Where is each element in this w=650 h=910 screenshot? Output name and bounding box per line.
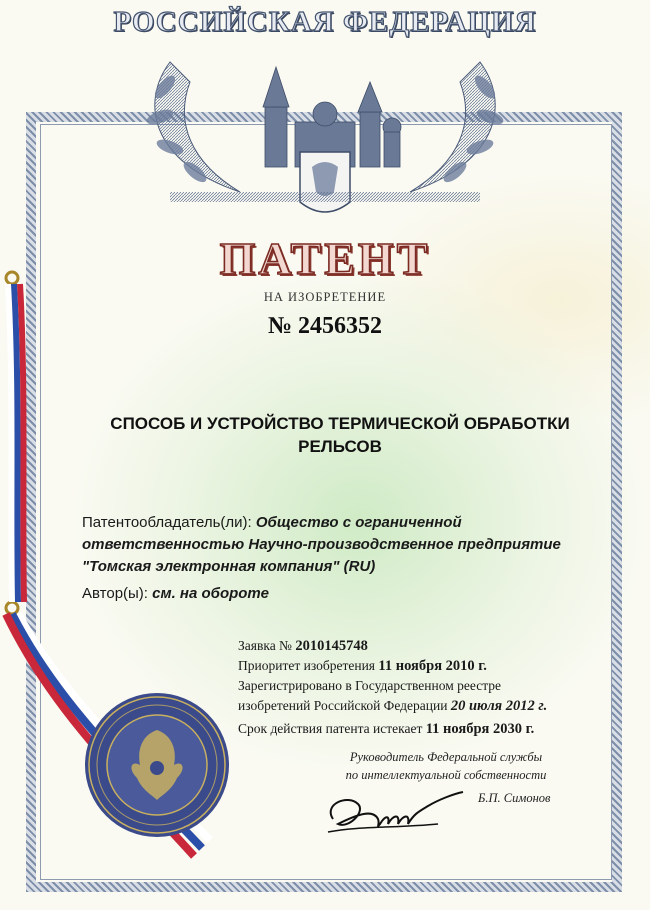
- registered-label-1: Зарегистрировано в Государственном реестре: [238, 678, 502, 693]
- holder-value-1: Общество с ограниченной: [255, 514, 462, 531]
- kremlin-wreath-emblem: [130, 42, 520, 232]
- signatory-title-2: по интеллектуальной собственности: [345, 768, 547, 782]
- country-title: РОССИЙСКАЯ ФЕДЕРАЦИЯ: [113, 6, 537, 38]
- holder-label: Патентообладатель(ли):: [82, 514, 252, 531]
- expiry-date: 11 ноября 2030 г.: [425, 721, 535, 737]
- priority-row: [238, 656, 598, 676]
- holder-value-2: ответственностью Научно-производственное предприятие: [82, 536, 561, 553]
- handwritten-signature: [318, 784, 468, 844]
- priority-date: 11 ноября 2010 г.: [378, 658, 487, 674]
- signatory-title-1: Руководитель Федеральной службы: [349, 750, 543, 764]
- invention-title: СПОСОБ И УСТРОЙСТВО ТЕРМИЧЕСКОЙ ОБРАБОТКИ РЕЛЬСОВ: [110, 414, 570, 456]
- author-label: Автор(ы):: [82, 585, 148, 602]
- registered-label-2: изобретений Российской Федерации: [238, 698, 448, 713]
- application-label: Заявка №: [238, 638, 292, 653]
- signatory-name: Б.П. Симонов: [478, 791, 551, 805]
- application-row: [238, 636, 598, 656]
- official-seal: [82, 690, 232, 840]
- document-type-title: ПАТЕНТ: [219, 233, 431, 284]
- registered-row: [238, 696, 598, 716]
- holder-value-3: "Томская электронная компания" (RU): [82, 558, 376, 575]
- expiry-row: [238, 719, 598, 739]
- patent-number: № 2456352: [267, 313, 383, 339]
- registration-details: [238, 636, 598, 739]
- author-value: см. на обороте: [152, 585, 269, 602]
- application-number: 2010145748: [295, 638, 368, 654]
- registered-date: 20 июля 2012 г.: [450, 698, 548, 714]
- signatory-title: [306, 748, 586, 784]
- expiry-label: Срок действия патента истекает: [238, 721, 423, 736]
- document-subtitle: НА ИЗОБРЕТЕНИЕ: [263, 290, 387, 304]
- priority-label: Приоритет изобретения: [238, 658, 376, 673]
